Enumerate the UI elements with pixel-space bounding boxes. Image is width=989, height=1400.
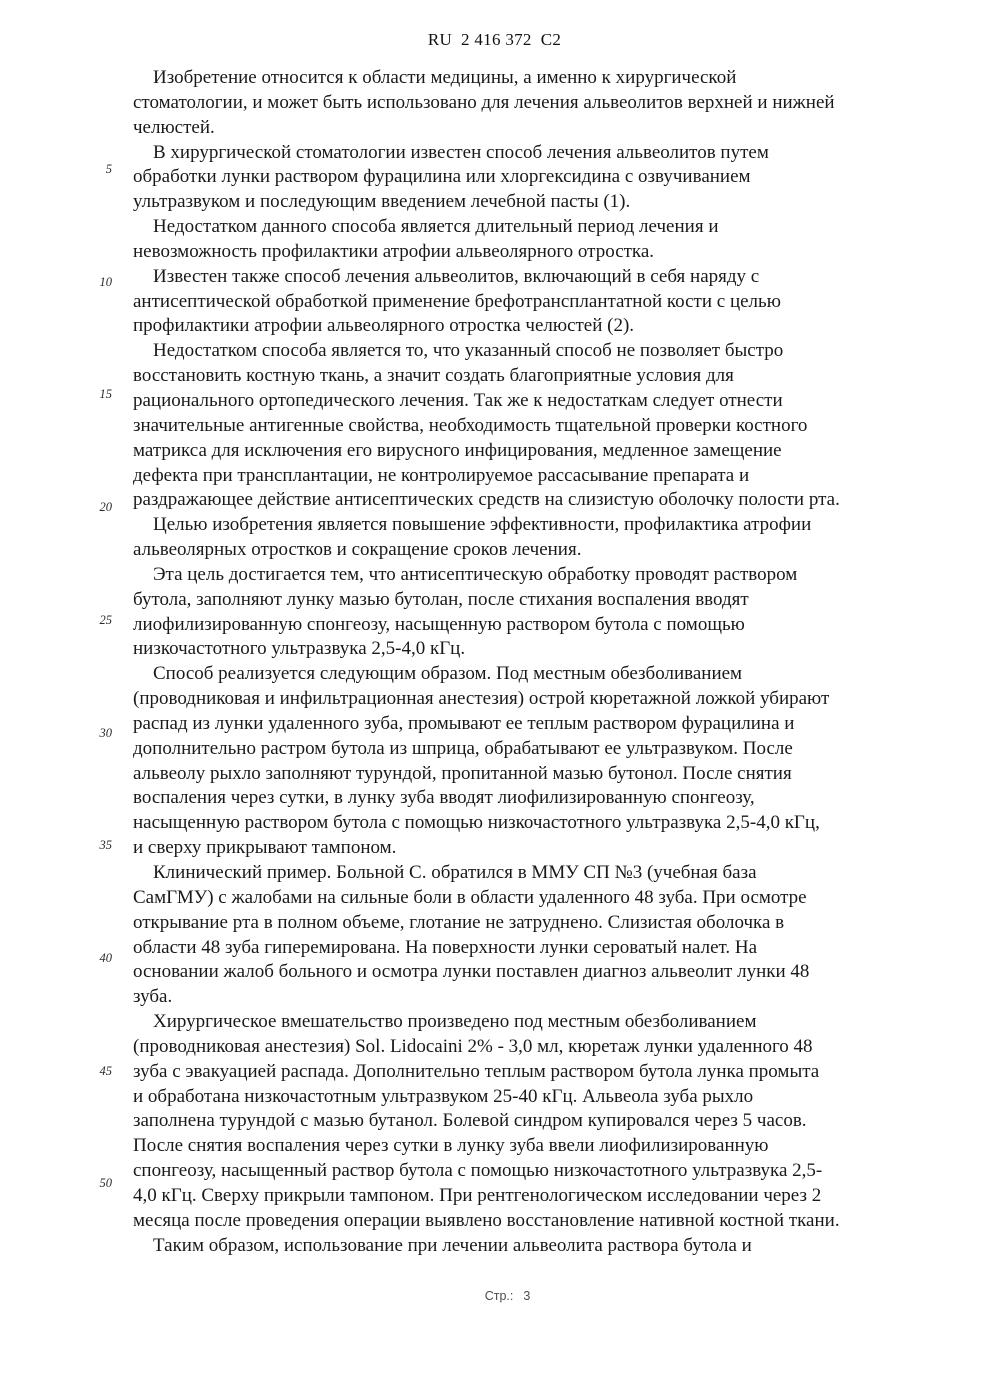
text-line: Эта цель достигается тем, что антисептическую обработку проводят раствором [153, 563, 798, 585]
text-line: открывание рта в полном объеме, глотание не затруднено. Слизистая оболочка в [133, 911, 785, 933]
text-line: и обработана низкочастотным ультразвуком 25-40 кГц. Альвеола зуба рыхло [133, 1085, 754, 1107]
kind-code: C2 [540, 30, 562, 49]
paragraph [133, 662, 933, 861]
text-line: раздражающее действие антисептических средств на слизистую оболочку полости рта. [133, 489, 840, 511]
text-line: и сверху прикрывают тампоном. [133, 837, 397, 859]
text-line: дополнительно растром бутола из шприца, обрабатывают ее ультразвуком. После [133, 737, 793, 759]
text-line: области 48 зуба гиперемирована. На поверхности лунки сероватый налет. На [133, 936, 758, 958]
text-line: бутола, заполняют лунку мазью бутолан, после стихания воспаления вводят [133, 588, 749, 610]
paragraph [133, 265, 933, 340]
page-label: Стр.: [484, 1289, 514, 1303]
paragraph [133, 1234, 933, 1259]
margin-line-number: 5 [105, 162, 112, 176]
text-line: зуба. [133, 986, 173, 1008]
text-line: ультразвуком и последующим введением лечебной пасты (1). [133, 191, 631, 213]
margin-line-number: 15 [99, 387, 112, 402]
text-line: насыщенную раствором бутола с помощью низкочастотного ультразвука 2,5-4,0 кГц, [133, 812, 820, 834]
text-line: спонгеозу, насыщенный раствор бутола с помощью низкочастотного ультразвука 2,5- [133, 1160, 823, 1182]
paragraph [133, 861, 933, 1010]
document-body [133, 66, 933, 1259]
paragraph [133, 215, 933, 265]
text-line: невозможность профилактики атрофии альвеолярного отростка. [133, 240, 655, 262]
publication-number: 2 416 372 [461, 30, 532, 49]
text-line: лиофилизированную спонгеозу, насыщенную раствором бутола с помощью [133, 613, 745, 635]
text-line: СамГМУ) с жалобами на сильные боли в области удаленного 48 зуба. При осмотре [133, 886, 807, 908]
text-line: (проводниковая анестезия) Sol. Lidocaini 2% - 3,0 мл, кюретаж лунки удаленного 48 [133, 1035, 813, 1057]
margin-line-number: 25 [99, 612, 112, 627]
text-line: профилактики атрофии альвеолярного отростка челюстей (2). [133, 315, 635, 337]
page-number: 3 [523, 1289, 531, 1303]
margin-line-number: 20 [99, 500, 112, 515]
text-line: Хирургическое вмешательство произведено под местным обезболиванием [153, 1011, 757, 1033]
text-line: значительные антигенные свойства, необходимость тщательной проверки костного [133, 414, 808, 436]
text-line: воспаления через сутки, в лунку зуба вводят лиофилизированную спонгеозу, [133, 787, 755, 809]
text-line: матрикса для исключения его вирусного инфицирования, медленное замещение [133, 439, 782, 461]
margin-line-number: 40 [99, 950, 112, 965]
text-line: Клинический пример. Больной С. обратился в ММУ СП №3 (учебная база [153, 862, 757, 883]
text-line: После снятия воспаления через сутки в лунку зуба ввели лиофилизированную [133, 1135, 769, 1157]
text-line: месяца после проведения операции выявлено восстановление нативной костной ткани. [133, 1209, 840, 1231]
text-line: Изобретение относится к области медицины, а именно к хирургической [153, 67, 737, 88]
paragraph [133, 513, 933, 563]
text-line: альвеолу рыхло заполняют турундой, пропитанной мазью бутонол. После снятия [133, 762, 792, 784]
margin-line-number: 45 [99, 1063, 112, 1078]
margin-line-number: 35 [99, 838, 112, 853]
text-line: Целью изобретения является повышение эффективности, профилактика атрофии [153, 514, 812, 536]
text-line: Способ реализуется следующим образом. Под местным обезболиванием [153, 663, 743, 685]
text-line: (проводниковая и инфильтрационная анестезия) острой кюретажной ложкой убирают [133, 688, 830, 710]
document-header [0, 30, 989, 50]
text-line: стоматологии, и может быть использовано для лечения альвеолитов верхней и нижней [133, 91, 835, 113]
text-line: Таким образом, использование при лечении альвеолита раствора бутола и [153, 1234, 752, 1256]
text-line: дефекта при трансплантации, не контролируемое рассасывание препарата и [133, 464, 750, 486]
text-line: 4,0 кГц. Сверху прикрыли тампоном. При рентгенологическом исследовании через 2 [133, 1184, 822, 1206]
text-line: восстановить костную ткань, а значит создать благоприятные условия для [133, 365, 734, 387]
text-line: Известен также способ лечения альвеолитов, включающий в себя наряду с [153, 265, 760, 287]
text-line: Недостатком данного способа является длительный период лечения и [153, 216, 719, 238]
text-line: Недостатком способа является то, что указанный способ не позволяет быстро [153, 340, 784, 362]
text-line: распад из лунки удаленного зуба, промывают ее теплым раствором фурацилина и [133, 712, 795, 734]
paragraph [133, 563, 933, 662]
page-footer [13, 1289, 989, 1303]
text-line: основании жалоб больного и осмотра лунки поставлен диагноз альвеолит лунки 48 [133, 961, 810, 983]
text-line: В хирургической стоматологии известен способ лечения альвеолитов путем [153, 141, 769, 163]
text-line: антисептической обработкой применение брефотрансплантатной кости с целью [133, 290, 781, 312]
paragraph [133, 339, 933, 513]
paragraph [133, 66, 933, 141]
text-line: альвеолярных отростков и сокращение сроков лечения. [133, 539, 582, 561]
margin-line-number: 50 [99, 1176, 112, 1191]
text-line: рационального ортопедического лечения. Так же к недостаткам следует отнести [133, 389, 783, 411]
text-line: обработки лунки раствором фурацилина или хлоргексидина с озвучиванием [133, 166, 751, 188]
paragraph [133, 1010, 933, 1234]
margin-line-number: 10 [99, 274, 112, 289]
country-code: RU [427, 30, 453, 49]
margin-line-number: 30 [99, 725, 112, 740]
text-line: заполнена турундой с мазью бутанол. Болевой синдром купировался через 5 часов. [133, 1110, 807, 1132]
text-line: низкочастотного ультразвука 2,5-4,0 кГц. [133, 638, 466, 660]
text-line: челюстей. [133, 116, 215, 138]
text-line: зуба с эвакуацией распада. Дополнительно теплым раствором бутола лунка промыта [133, 1060, 820, 1082]
paragraph [133, 141, 933, 216]
